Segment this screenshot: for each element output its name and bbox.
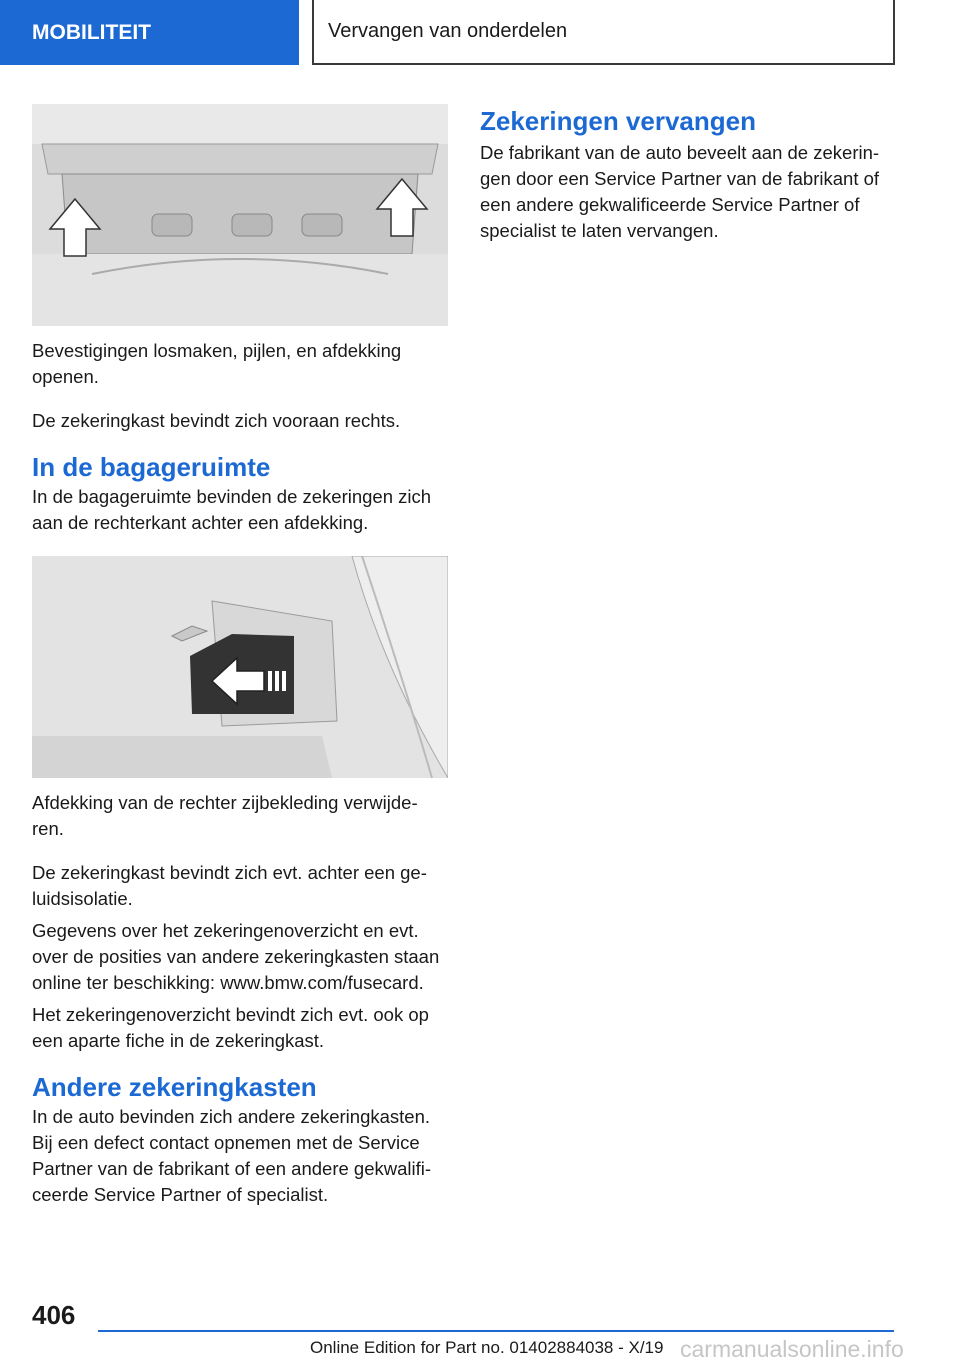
paragraph-fuse-sheet: Het zekeringenoverzicht bevindt zich evt. ook op een aparte fiche in de zekeringkast.: [32, 1004, 429, 1051]
paragraph-replacing-fuses: De fabrikant van de auto beveelt aan de zekerin-gen door een Service Partner van de fabrikant of een andere gekwalificeerde Service Partner of specialist te laten vervangen.: [480, 142, 880, 241]
section-tab: MOBILITEIT: [0, 0, 299, 65]
watermark: carmanualsonline.info: [680, 1336, 904, 1362]
heading-luggage-compartment: In de bagageruimte: [32, 452, 271, 482]
paragraph-sound-insulation: De zekeringkast bevindt zich evt. achter een ge-luidsisolatie.: [32, 862, 427, 909]
figure2-caption: Afdekking van de rechter zijbekleding verwijde-ren.: [32, 792, 418, 839]
footer-divider: [98, 1330, 894, 1332]
edition-text: Online Edition for Part no. 01402884038 - X/19: [310, 1338, 664, 1357]
right-column: [480, 104, 896, 244]
paragraph-fusebox-location: De zekeringkast bevindt zich vooraan rechts.: [32, 410, 401, 431]
paragraph-other-fuseboxes: In de auto bevinden zich andere zekeringkasten. Bij een defect contact opnemen met de Service Partner van de fabrikant of een andere gekwalifi-ceerde Service Partner of specialist.: [32, 1106, 432, 1205]
heading-replacing-fuses: Zekeringen vervangen: [480, 106, 756, 136]
paragraph-luggage-fuses: In de bagageruimte bevinden de zekeringen zich aan de rechterkant achter een afdekking.: [32, 486, 432, 533]
heading-other-fuseboxes: Andere zekeringkasten: [32, 1072, 317, 1102]
page-number: 406: [32, 1300, 76, 1330]
paragraph-online-info: Gegevens over het zekeringenoverzicht en evt. over de posities van andere zekeringkasten staan online ter beschikking: www.bmw.com/fusecard.: [32, 920, 440, 993]
engine-bay-cover-illustration: [32, 104, 448, 326]
figure1-caption: Bevestigingen losmaken, pijlen, en afdekking openen.: [32, 340, 402, 387]
left-column: [32, 104, 448, 1208]
luggage-compartment-illustration: [32, 556, 448, 778]
page-section-title: Vervangen van onderdelen: [312, 0, 895, 65]
